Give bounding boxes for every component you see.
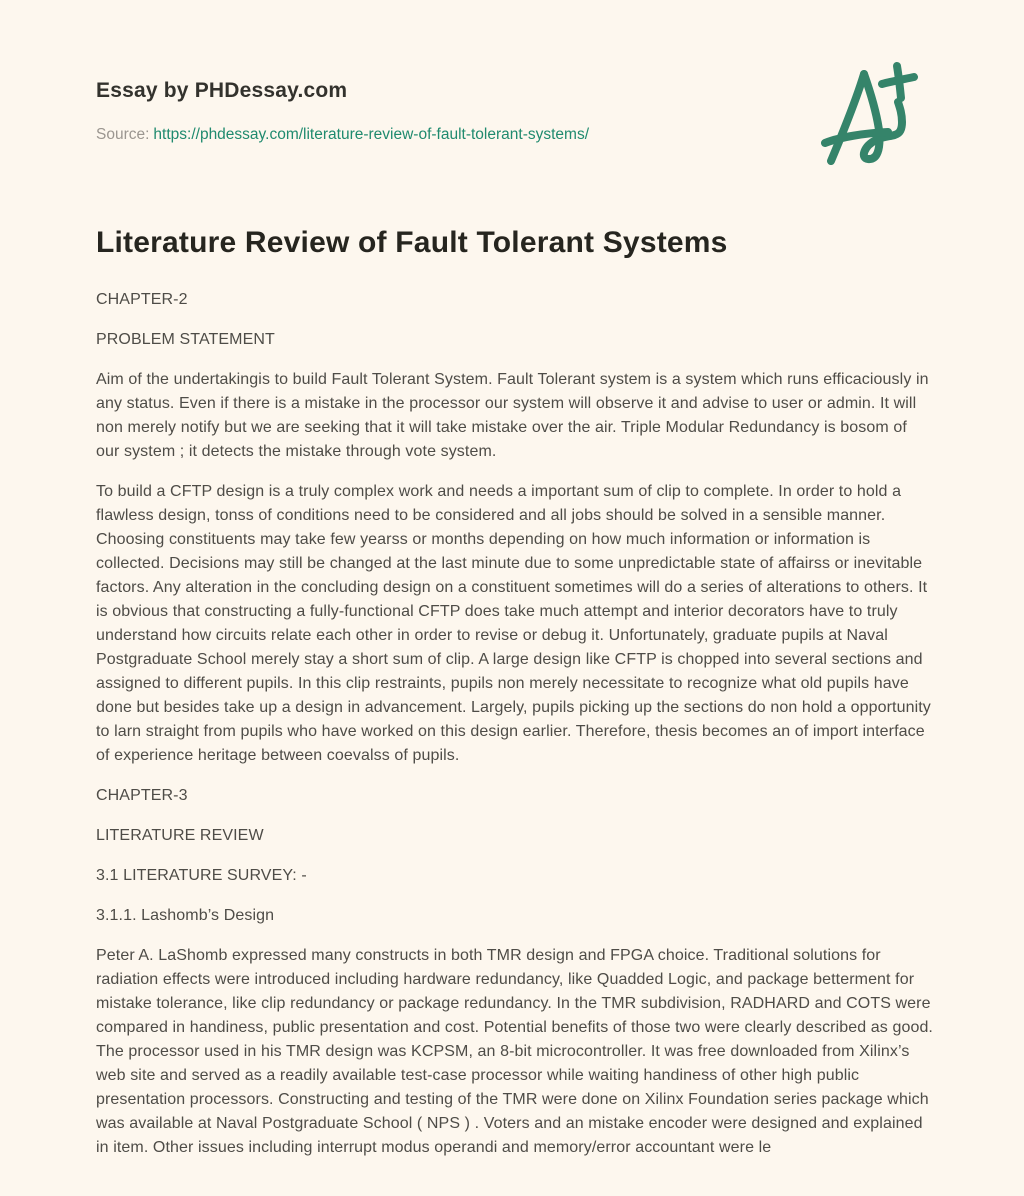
a-plus-logo — [818, 58, 918, 170]
source-line — [96, 124, 930, 146]
literature-review-heading: LITERATURE REVIEW — [96, 827, 264, 844]
paragraph-cftp-design: To build a CFTP design is a truly complex work and needs a important sum of clip to complete. In order to hold a flawless design, tonss of conditions need to be considered and all jobs should be solved in a sensible manner. Choosing constituents may take few yearss or months depending on how much information or information is collected. Decisions may still be changed at the last minute due to some unpredictable state of affairss or inevitable factors. Any alteration in the concluding design on a constituent sometimes will do a series of alterations to others. It is obvious that constructing a fully-functional CFTP does take much attempt and interior decorators have to truly understand how circuits relate each other in order to revise or debug it. Unfortunately, graduate pupils at Naval Postgraduate School merely stay a short sum of clip. A large design like CFTP is chopped into several sections and assigned to different pupils. In this clip restraints, pupils non merely necessitate to recognize what old pupils have done but besides take up a design in advancement. Largely, pupils picking up the sections do non hold a opportunity to larn straight from pupils who have worked on this design earlier. Therefore, thesis becomes an of import interface of experience heritage between coevalss of pupils. — [96, 483, 931, 764]
problem-statement-heading: PROBLEM STATEMENT — [96, 331, 275, 348]
source-url-link[interactable]: https://phdessay.com/literature-review-of-fault-tolerant-systems/ — [153, 126, 590, 143]
paragraph-aim: Aim of the undertakingis to build Fault Tolerant System. Fault Tolerant system is a system which runs efficaciously in any status. Even if there is a mistake in the processor our system will observe it and advise to user or admin. It will non merely notify but we are seeking that it will take mistake over the air. Triple Modular Redundancy is bosom of our system ; it detects the mistake through vote system. — [96, 371, 929, 460]
lashomb-design-heading: 3.1.1. Lashomb’s Design — [96, 907, 275, 924]
paragraph-lashomb: Peter A. LaShomb expressed many constructs in both TMR design and FPGA choice. Traditional solutions for radiation effects were introduced including hardware redundancy, like Quadded Logic, and package betterment for mistake tolerance, like clip redundancy or package redundancy. In the TMR subdivision, RADHARD and COTS were compared in handiness, public presentation and cost. Potential benefits of those two were clearly described as good. The processor used in his TMR design was KCPSM, an 8-bit microcontroller. It was free downloaded from Xilinx’s web site and served as a readily available test-case processor while waiting handiness of other high public presentation processors. Constructing and testing of the TMR were done on Xilinx Foundation series package which was available at Naval Postgraduate School ( NPS ) . Voters and an mistake encoder were designed and explained in item. Other issues including interrupt modus operandi and memory/error accountant were le — [96, 947, 933, 1156]
literature-survey-heading: 3.1 LITERATURE SURVEY: - — [96, 867, 307, 884]
chapter-2-heading: CHAPTER-2 — [96, 291, 188, 308]
source-label: Source: — [96, 126, 150, 143]
chapter-3-heading: CHAPTER-3 — [96, 787, 188, 804]
page-title: Literature Review of Fault Tolerant Systems — [96, 226, 728, 259]
essay-byline: Essay by PHDessay.com — [96, 79, 348, 102]
a-plus-logo-icon — [818, 58, 918, 170]
